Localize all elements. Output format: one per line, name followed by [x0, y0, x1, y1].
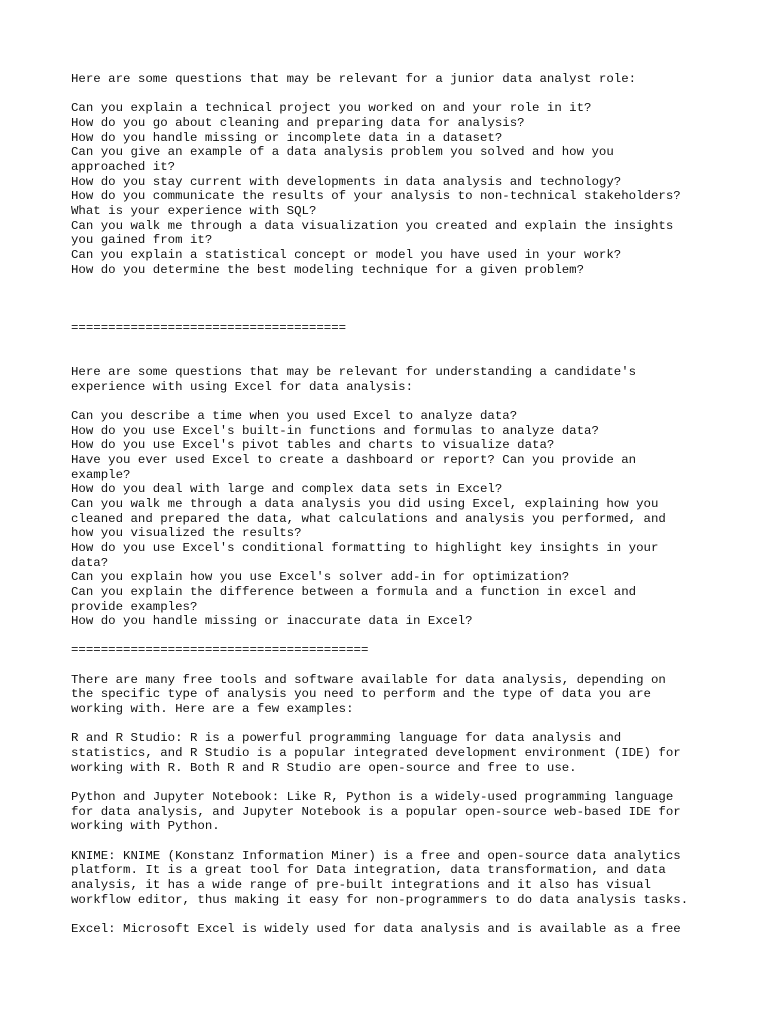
document-line: working with. Here are a few examples: [71, 702, 354, 717]
document-line: How do you determine the best modeling technique for a given problem? [71, 262, 585, 277]
document-line: How do you use Excel's conditional formatting to highlight key insights in your [71, 540, 659, 555]
document-line: statistics, and R Studio is a popular integrated development environment (IDE) for [71, 746, 681, 761]
document-line [71, 292, 761, 307]
document-text [71, 72, 761, 937]
document-line: provide examples? [71, 599, 198, 614]
document-line [71, 306, 761, 321]
document-line: Have you ever used Excel to create a dashboard or report? Can you provide an [71, 452, 637, 467]
document-line: cleaned and prepared the data, what calculations and analysis you performed, and [71, 511, 666, 526]
document-line: How do you handle missing or incomplete data in a dataset? [71, 130, 503, 145]
document-line [71, 87, 761, 102]
document-line [71, 907, 761, 922]
document-line: What is your experience with SQL? [71, 203, 317, 218]
document-line [71, 336, 761, 351]
document-line: platform. It is a great tool for Data integration, data transformation, and data [71, 863, 666, 878]
document-line: Can you describe a time when you used Excel to analyze data? [71, 408, 518, 423]
document-line: How do you go about cleaning and preparing data for analysis? [71, 115, 525, 130]
document-line: Here are some questions that may be relevant for understanding a candidate's [71, 365, 637, 380]
document-line: ======================================== [71, 643, 369, 658]
document-line: How do you handle missing or inaccurate data in Excel? [71, 614, 473, 629]
document-line [71, 629, 761, 644]
document-line [71, 834, 761, 849]
document-line: Can you give an example of a data analysis problem you solved and how you [71, 145, 614, 160]
document-line: example? [71, 467, 131, 482]
document-line: How do you use Excel's built-in functions and formulas to analyze data? [71, 423, 599, 438]
document-line: Can you walk me through a data visualization you created and explain the insights [71, 218, 674, 233]
document-line: KNIME: KNIME (Konstanz Information Miner) is a free and open-source data analytics [71, 848, 681, 863]
document-line: for data analysis, and Jupyter Notebook is a popular open-source web-based IDE for [71, 804, 681, 819]
document-line: experience with using Excel for data analysis: [71, 379, 414, 394]
document-line: R and R Studio: R is a powerful programming language for data analysis and [71, 731, 622, 746]
document-line: Here are some questions that may be relevant for a junior data analyst role: [71, 72, 637, 86]
document-line: approached it? [71, 159, 176, 174]
document-line: data? [71, 555, 109, 570]
document-line: ===================================== [71, 321, 347, 336]
document-line: you gained from it? [71, 233, 213, 248]
document-line: working with R. Both R and R Studio are open-source and free to use. [71, 760, 577, 775]
document-line: working with Python. [71, 819, 220, 834]
document-line [71, 658, 761, 673]
document-line: Excel: Microsoft Excel is widely used for data analysis and is available as a free [71, 921, 681, 936]
document-line: How do you stay current with developments in data analysis and technology? [71, 174, 622, 189]
document-line: How do you communicate the results of your analysis to non-technical stakeholders? [71, 189, 681, 204]
document-line: How do you deal with large and complex data sets in Excel? [71, 482, 503, 497]
document-line: Can you explain a statistical concept or model you have used in your work? [71, 247, 622, 262]
document-line [71, 277, 761, 292]
document-line: Python and Jupyter Notebook: Like R, Python is a widely-used programming language [71, 789, 674, 804]
document-line [71, 775, 761, 790]
document-line: Can you explain the difference between a formula and a function in excel and [71, 584, 637, 599]
document-line [71, 394, 761, 409]
document-line [71, 717, 761, 732]
document-line: Can you explain how you use Excel's solver add-in for optimization? [71, 570, 570, 585]
document-line: Can you explain a technical project you worked on and your role in it? [71, 101, 592, 116]
document-line: workflow editor, thus making it easy for non-programmers to do data analysis tasks. [71, 892, 689, 907]
document-line: the specific type of analysis you need to perform and the type of data you are [71, 687, 651, 702]
document-line: There are many free tools and software available for data analysis, depending on [71, 672, 666, 687]
document-line [71, 350, 761, 365]
document-line: how you visualized the results? [71, 526, 302, 541]
document-line: analysis, it has a wide range of pre-built integrations and it also has visual [71, 877, 651, 892]
document-line: How do you use Excel's pivot tables and charts to visualize data? [71, 438, 555, 453]
document-line: Can you walk me through a data analysis you did using Excel, explaining how you [71, 496, 659, 511]
